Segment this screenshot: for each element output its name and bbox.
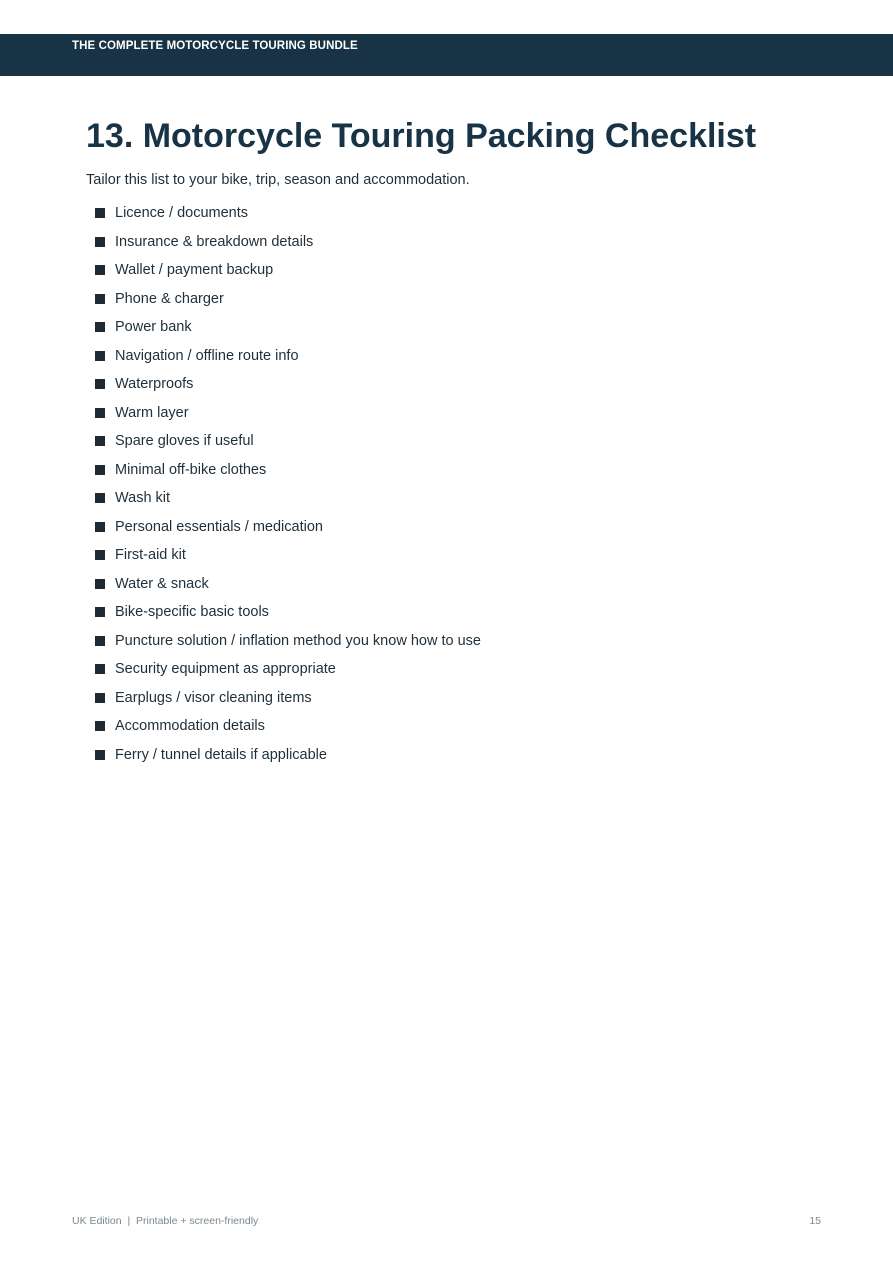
checklist-item bbox=[95, 745, 481, 774]
checklist-item bbox=[95, 574, 481, 603]
checklist-item bbox=[95, 232, 481, 261]
page-title: 13. Motorcycle Touring Packing Checklist bbox=[86, 117, 757, 155]
checklist-item-label: Spare gloves if useful bbox=[115, 433, 254, 449]
checklist-item-label: Insurance & breakdown details bbox=[115, 233, 314, 250]
checkbox-square-icon bbox=[95, 436, 105, 446]
checklist-item bbox=[95, 346, 481, 375]
checklist-item-label: Power bank bbox=[115, 319, 192, 335]
checklist-item-label: Wash kit bbox=[115, 490, 171, 506]
checklist-item bbox=[95, 431, 481, 460]
checklist-item-label: Ferry / tunnel details if applicable bbox=[115, 746, 327, 763]
checklist-item-label: Warm layer bbox=[115, 404, 189, 421]
checklist-item-label: Accommodation details bbox=[115, 718, 265, 734]
checkbox-square-icon bbox=[95, 465, 105, 475]
checklist-item-label: Navigation / offline route info bbox=[115, 347, 299, 364]
checkbox-square-icon bbox=[95, 550, 105, 560]
checklist-item bbox=[95, 602, 481, 631]
checklist-item bbox=[95, 716, 481, 745]
checklist-item-label: Earplugs / visor cleaning items bbox=[115, 689, 312, 706]
checklist-item bbox=[95, 517, 481, 546]
checkbox-square-icon bbox=[95, 265, 105, 275]
checklist-item-label: Waterproofs bbox=[115, 376, 194, 392]
checklist-item bbox=[95, 460, 481, 489]
checklist-item-label: Security equipment as appropriate bbox=[115, 661, 336, 677]
checkbox-square-icon bbox=[95, 721, 105, 731]
header-band bbox=[0, 34, 893, 76]
checklist-item-label: Bike-specific basic tools bbox=[115, 604, 269, 620]
checkbox-square-icon bbox=[95, 607, 105, 617]
checkbox-square-icon bbox=[95, 579, 105, 589]
checkbox-square-icon bbox=[95, 237, 105, 247]
checklist-item-label: Personal essentials / medication bbox=[115, 518, 323, 535]
checkbox-square-icon bbox=[95, 636, 105, 646]
checklist-item bbox=[95, 374, 481, 403]
packing-checklist bbox=[95, 203, 481, 773]
checklist-item-label: Water & snack bbox=[115, 575, 209, 592]
checkbox-square-icon bbox=[95, 693, 105, 703]
checklist-item bbox=[95, 317, 481, 346]
checkbox-square-icon bbox=[95, 664, 105, 674]
checklist-item bbox=[95, 289, 481, 318]
footer-edition-text: UK Edition | Printable + screen-friendly bbox=[72, 1215, 259, 1227]
checkbox-square-icon bbox=[95, 351, 105, 361]
checklist-item bbox=[95, 203, 481, 232]
checklist-item bbox=[95, 403, 481, 432]
checkbox-square-icon bbox=[95, 379, 105, 389]
checkbox-square-icon bbox=[95, 294, 105, 304]
page-number: 15 bbox=[809, 1215, 821, 1227]
checklist-item-label: Phone & charger bbox=[115, 290, 224, 307]
intro-text: Tailor this list to your bike, trip, season and accommodation. bbox=[86, 172, 470, 188]
checklist-item-label: Licence / documents bbox=[115, 205, 248, 221]
checkbox-square-icon bbox=[95, 493, 105, 503]
checklist-item-label: Puncture solution / inflation method you know how to use bbox=[115, 632, 481, 649]
checklist-item bbox=[95, 260, 481, 289]
checklist-item-label: Wallet / payment backup bbox=[115, 262, 274, 278]
header-title: THE COMPLETE MOTORCYCLE TOURING BUNDLE bbox=[72, 40, 358, 52]
checklist-item bbox=[95, 488, 481, 517]
checkbox-square-icon bbox=[95, 208, 105, 218]
checkbox-square-icon bbox=[95, 750, 105, 760]
checklist-item bbox=[95, 659, 481, 688]
checkbox-square-icon bbox=[95, 322, 105, 332]
checklist-item-label: First-aid kit bbox=[115, 547, 186, 563]
checkbox-square-icon bbox=[95, 522, 105, 532]
checklist-item-label: Minimal off-bike clothes bbox=[115, 461, 267, 478]
checkbox-square-icon bbox=[95, 408, 105, 418]
checklist-item bbox=[95, 545, 481, 574]
checklist-item bbox=[95, 631, 481, 660]
checklist-item bbox=[95, 688, 481, 717]
